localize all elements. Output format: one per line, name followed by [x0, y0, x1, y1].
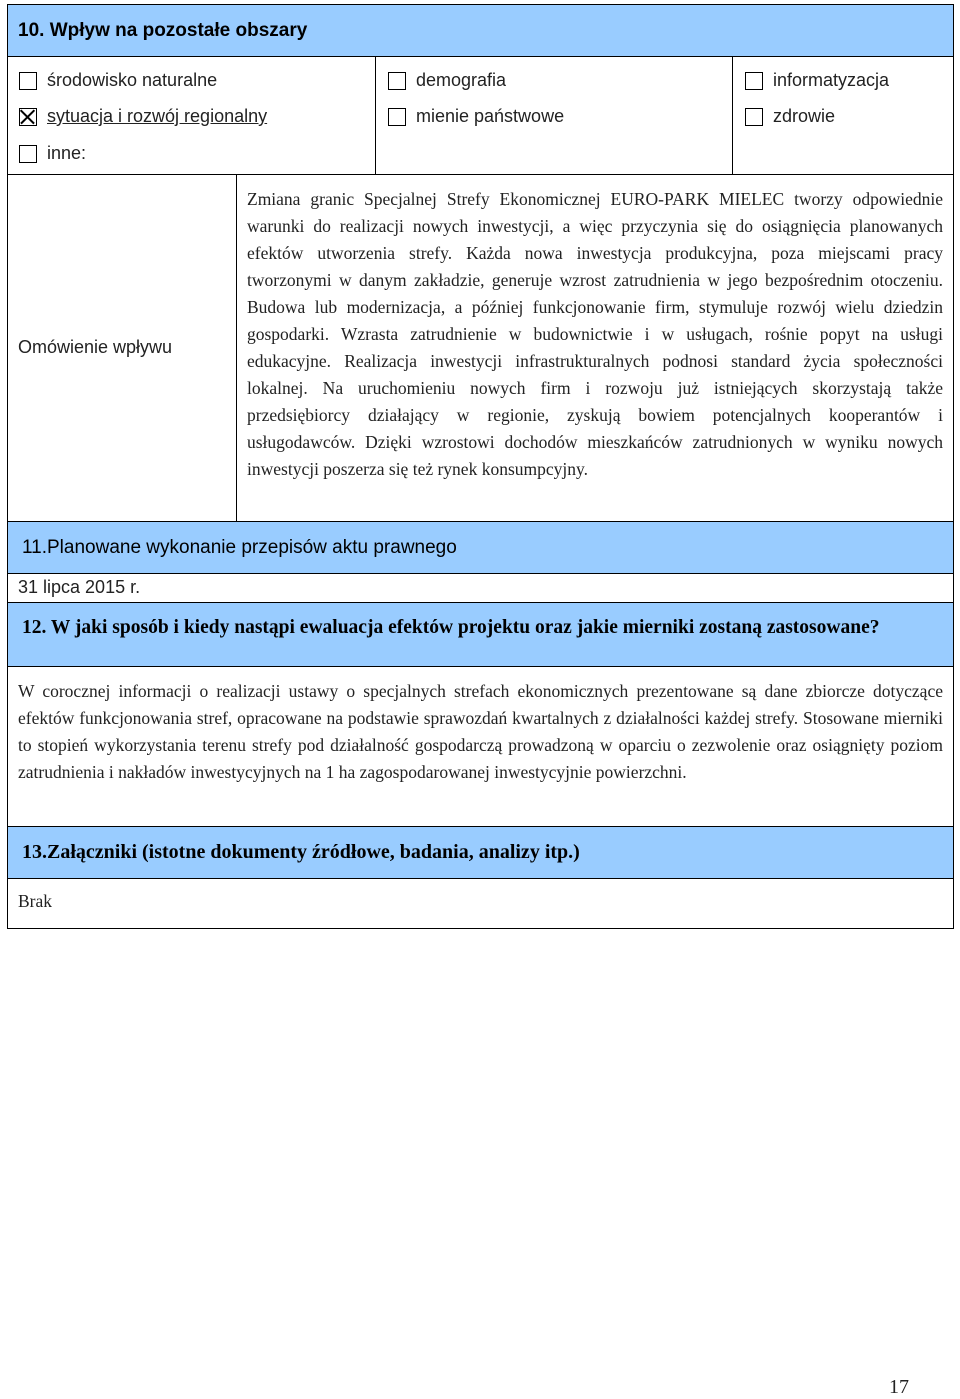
- checkbox-label: informatyzacja: [773, 70, 890, 90]
- checkbox-label: demografia: [416, 70, 507, 90]
- evaluation-text: W corocznej informacji o realizacji ustawy o specjalnych strefach ekonomicznych prezentowane są dane zbiorcze dotyczące efektów funkcjonowania stref, opracowane na podstawie sprawozdań kwartalnych z działalności każdej strefy. Stosowane mierniki to stopień wykorzystania terenu strefy pod działalność gospodarczą prowadzoną w oparciu o zezwolenie oraz osiągnięty poziom zatrudnienia i nakładów inwestycyjnych na 1 ha zagospodarowanej inwestycyjnie powierzchni.: [18, 681, 943, 782]
- impact-label-cell: [7, 174, 237, 522]
- checkbox-label: środowisko naturalne: [47, 70, 218, 90]
- checkbox-label: inne:: [47, 143, 87, 163]
- implementation-date: 31 lipca 2015 r.: [18, 577, 141, 597]
- checkbox-natural-environment[interactable]: [19, 70, 217, 91]
- checkbox-label: mienie państwowe: [416, 106, 565, 126]
- checked-checkbox-icon[interactable]: [19, 108, 37, 126]
- impact-label: Omówienie wpływu: [18, 337, 173, 357]
- attachments-value: Brak: [18, 891, 53, 911]
- checkbox-icon[interactable]: [388, 108, 406, 126]
- section-11-value-cell: [7, 573, 954, 603]
- impact-text-cell: [236, 174, 954, 522]
- page-number: 17: [889, 1376, 909, 1398]
- checkbox-demography[interactable]: [388, 70, 506, 91]
- checkbox-icon[interactable]: [388, 72, 406, 90]
- checkbox-label: sytuacja i rozwój regionalny: [47, 106, 268, 126]
- checkbox-icon[interactable]: [19, 72, 37, 90]
- checkbox-icon[interactable]: [745, 72, 763, 90]
- checkbox-health[interactable]: [745, 106, 835, 127]
- section-12-title: 12. W jaki sposób i kiedy nastąpi ewaluacja efektów projektu oraz jakie mierniki zostaną zastosowane?: [22, 617, 880, 638]
- section-12-header: [7, 602, 954, 667]
- impact-text: Zmiana granic Specjalnej Strefy Ekonomicznej EURO-PARK MIELEC tworzy odpowiednie warunki do realizacji nowych inwestycji, a więc przyczynia się do osiągnięcia planowanych efektów utworzenia strefy. Każda nowa inwestycja produkcyjna, poza miejscami pracy tworzonymi w danym zakładzie, generuje wzrost zatrudnienia w jego bezpośrednim otoczeniu. Budowa lub modernizacja, a później funkcjonowanie firm, stymuluje rozwój wielu dziedzin gospodarki. Wzrasta zatrudnienie w budownictwie i w usługach, rośnie popyt na usługi edukacyjne. Realizacja inwestycji infrastrukturalnych podnosi standard życia społeczności lokalnej. Na uruchomieniu nowych firm i rozwoju już istniejących skorzystają także przedsiębiorcy działający w regionie, zyskują bowiem potencjalnych kooperantów i usługodawców. Dzięki wzrostowi dochodów mieszkańców zatrudnionych w wyniku nowych inwestycji poszerza się też rynek konsumpcyjny.: [247, 189, 943, 479]
- section-13-title: 13.Załączniki (istotne dokumenty źródłowe, badania, analizy itp.): [22, 841, 580, 863]
- section-13-header: [7, 826, 954, 879]
- section-10-header: [7, 4, 954, 57]
- checkbox-icon[interactable]: [19, 145, 37, 163]
- checkbox-regional[interactable]: [19, 106, 267, 127]
- checkbox-other[interactable]: [19, 143, 86, 164]
- section-13-value-cell: [7, 878, 954, 929]
- checkbox-state-property[interactable]: [388, 106, 564, 127]
- checkbox-label: zdrowie: [773, 106, 836, 126]
- checkbox-icon[interactable]: [745, 108, 763, 126]
- section-10-title: 10. Wpływ na pozostałe obszary: [18, 20, 308, 41]
- checkbox-it[interactable]: [745, 70, 889, 91]
- section-12-text-cell: [7, 666, 954, 827]
- section-11-title: 11.Planowane wykonanie przepisów aktu prawnego: [22, 537, 457, 558]
- section-11-header: [7, 521, 954, 574]
